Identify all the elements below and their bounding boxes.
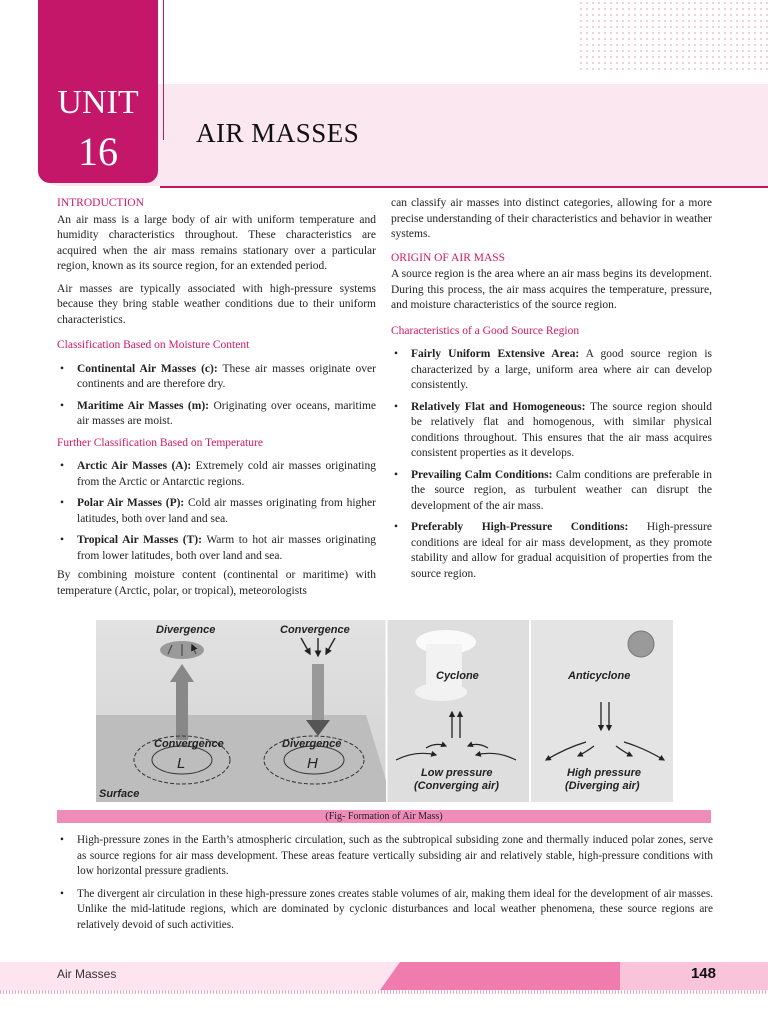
divergence-top-label: Divergence xyxy=(156,624,216,636)
introduction-heading: INTRODUCTION xyxy=(57,197,144,209)
sun-icon xyxy=(628,631,654,657)
unit-badge xyxy=(38,0,158,183)
footer-tick-strip xyxy=(0,990,768,994)
page-number: 148 xyxy=(690,965,716,982)
list-item xyxy=(391,347,712,394)
unit-divider-line xyxy=(163,0,164,140)
moisture-list xyxy=(57,362,376,430)
list-item: • The divergent air circulation in these high-pressure zones creates stable volumes of air, making them ideal for the development of air masses. Unlike the mid-latitude regions, which are dominated by cyclonic disturbances and local weather phenomena, these source regions are relatively devoid of such activities. xyxy=(57,887,713,934)
list-text: Originating over oceans, maritime air masses are moist. xyxy=(77,399,376,427)
list-text: Cold air masses originating from higher latitudes, both over land and sea. xyxy=(77,497,376,525)
temperature-list xyxy=(57,459,376,564)
list-item xyxy=(391,400,712,462)
characteristics-heading: Characteristics of a Good Source Region xyxy=(391,324,580,337)
list-item xyxy=(57,496,376,527)
low-pressure-letter: L xyxy=(177,755,186,772)
figure-caption: (Fig- Formation of Air Mass) xyxy=(57,810,711,823)
unit-word: UNIT xyxy=(57,84,139,121)
list-text: These air masses originate over continents and are therefore dry. xyxy=(77,362,376,390)
list-text: High-pressure conditions are ideal for air mass development, as they promote stability and allow for gradual acquisition of properties from the source region. xyxy=(411,521,712,580)
left-column xyxy=(57,196,376,606)
page-title: AIR MASSES xyxy=(196,118,360,148)
list-item xyxy=(57,362,376,393)
intro-paragraph-2: Air masses are typically associated with high-pressure systems because they bring stable weather conditions due to their uniform characteristics. xyxy=(57,282,376,326)
bottom-section xyxy=(57,833,713,940)
list-text: Calm conditions are preferable in the source region, as turbulent weather can disrupt the development of the air mass. xyxy=(411,468,712,512)
temperature-heading: Further Classification Based on Temperature xyxy=(57,436,263,449)
bottom-list xyxy=(57,833,713,933)
unit-number: 16 xyxy=(78,129,118,174)
list-term: Relatively Flat and Homogeneous: xyxy=(411,400,586,413)
origin-paragraph: A source region is the area where an air mass begins its development. During this process, the air mass acquires the temperature, pressure, and moisture characteristics of the source region. xyxy=(391,268,712,311)
divergence-low-label: Divergence xyxy=(282,738,342,750)
list-term: Continental Air Masses (c): xyxy=(77,362,218,375)
list-item xyxy=(391,468,712,515)
cyclone-label: Cyclone xyxy=(436,670,479,682)
list-text: The source region should be relatively flat and homogenous, with similar physical conditions throughout. This ensures that the air mass acquires consistent properties as it develops. xyxy=(411,400,712,459)
high-pressure-label: High pressure xyxy=(567,767,641,779)
cloud-icon xyxy=(415,683,467,701)
list-term: Preferably High-Pressure Conditions: xyxy=(411,521,629,533)
surface-label: Surface xyxy=(99,788,140,800)
intro-paragraph-1: An air mass is a large body of air with uniform temperature and humidity characteristics throughout. These characteristics are acquired when the air mass remains stationary over a particular region, known as its source region, for an extended period. xyxy=(57,213,376,272)
characteristics-list xyxy=(391,347,712,582)
list-text: A good source region is characterized by a large, uniform area where air can develop consistently. xyxy=(411,348,712,391)
list-term: Maritime Air Masses (m): xyxy=(77,399,209,412)
surface-plane xyxy=(96,715,386,802)
moisture-heading: Classification Based on Moisture Content xyxy=(57,339,250,351)
list-text: Warm to hot air masses originating from lower latitudes, both over land and sea. xyxy=(77,534,376,562)
list-item xyxy=(57,459,376,490)
convergence-top-label: Convergence xyxy=(280,624,350,636)
list-term: Fairly Uniform Extensive Area: xyxy=(411,348,580,360)
list-term: Tropical Air Masses (T): xyxy=(77,534,202,546)
title-band-underline xyxy=(160,186,768,188)
sinking-air-column xyxy=(312,664,324,722)
continued-paragraph: can classify air masses into distinct categories, allowing for a more precise understanding of their characteristics and behavior in weather systems. xyxy=(391,197,712,240)
list-item: • High-pressure zones in the Earth’s atmospheric circulation, such as the subtropical subsiding zone and thermally induced polar zones, serve as source regions for air mass development. These areas feature vertically subsiding air and relatively stable, high-pressure conditions with low horizontal pressure gradients. xyxy=(57,833,713,880)
origin-heading: ORIGIN OF AIR MASS xyxy=(391,251,506,264)
list-item xyxy=(57,399,376,430)
anticyclone-label: Anticyclone xyxy=(568,670,631,682)
footer-chapter-name: Air Masses xyxy=(57,967,117,981)
list-term: Prevailing Calm Conditions: xyxy=(411,468,553,481)
list-text: Extremely cold air masses originating from the Arctic or Antarctic regions. xyxy=(77,460,376,488)
list-term: Polar Air Masses (P): xyxy=(77,497,185,509)
combining-paragraph: By combining moisture content (continental or maritime) with temperature (Arctic, polar, or tropical), meteorologists xyxy=(57,569,376,597)
diverging-air-label: (Diverging air) xyxy=(565,780,640,792)
high-pressure-letter: H xyxy=(307,755,318,772)
low-pressure-label: Low pressure xyxy=(421,767,493,779)
converging-air-label: (Converging air) xyxy=(414,780,499,792)
right-column xyxy=(391,196,712,588)
list-item xyxy=(391,520,712,582)
air-mass-figure xyxy=(96,620,673,802)
list-item xyxy=(57,533,376,564)
dot-pattern-decoration xyxy=(578,0,768,70)
convergence-low-label: Convergence xyxy=(154,738,224,750)
list-term: Arctic Air Masses (A): xyxy=(77,460,192,472)
rising-air-column xyxy=(176,680,188,740)
